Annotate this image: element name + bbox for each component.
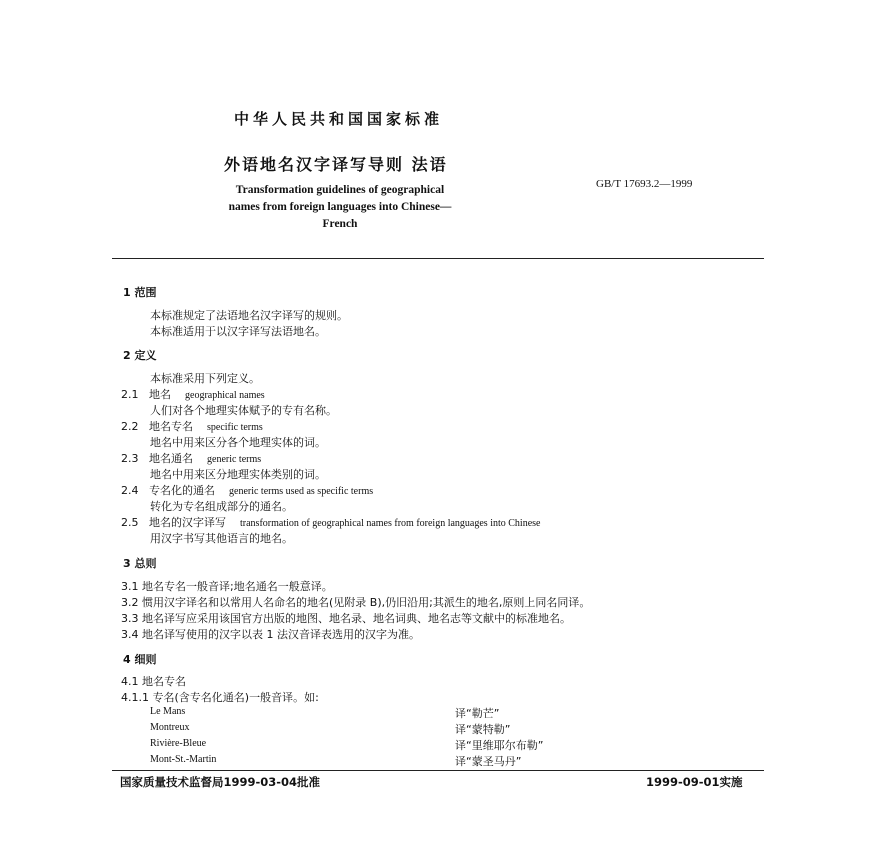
subsection-heading: 4.1.1 专名(含专名化通名)一般音译。如:	[121, 691, 319, 704]
section-heading: 4 细则	[123, 653, 157, 666]
approval-line: 国家质量技术监督局1999-03-04批准	[120, 775, 321, 789]
english-title-line: Transformation guidelines of geographical	[235, 184, 445, 196]
subsection-heading: 4.1 地名专名	[121, 675, 186, 688]
header-divider	[112, 258, 764, 259]
example-chinese: 译“蒙圣马丹”	[455, 755, 522, 768]
section-heading: 2 定义	[123, 349, 157, 362]
definition-description: 人们对各个地理实体赋予的专有名称。	[150, 404, 337, 417]
example-french: Montreux	[150, 722, 190, 733]
definition-term-zh: 地名通名	[149, 452, 193, 465]
definition-term-en: generic terms	[207, 454, 262, 465]
definition-description: 用汉字书写其他语言的地名。	[150, 532, 293, 545]
main-title: 外语地名汉字译写导则 法语	[224, 155, 448, 174]
section-heading: 1 范围	[123, 286, 157, 299]
section-heading: 3 总则	[123, 557, 157, 570]
standard-title: 中华人民共和国国家标准	[234, 110, 444, 128]
definition-term	[121, 386, 265, 402]
definition-number: 2.5	[121, 516, 139, 529]
clause: 3.2 惯用汉字译名和以常用人名命名的地名(见附录 B),仍旧沿用;其派生的地名,原则上同名同译。	[121, 596, 591, 609]
definition-number: 2.4	[121, 484, 139, 497]
definition-term-en: specific terms	[207, 422, 263, 433]
definition-number: 2.3	[121, 452, 139, 465]
paragraph: 本标准采用下列定义。	[150, 372, 260, 385]
footer-divider	[112, 770, 764, 771]
clause: 3.4 地名译写使用的汉字以表 1 法汉音译表选用的汉字为准。	[121, 628, 420, 641]
definition-number: 2.1	[121, 388, 139, 401]
standard-code: GB/T 17693.2—1999	[596, 178, 693, 190]
definition-term-zh: 地名	[149, 388, 171, 401]
example-chinese: 译“里维耶尔布勒”	[455, 739, 544, 752]
definition-term-en: transformation of geographical names from foreign languages into Chinese	[240, 518, 541, 529]
english-title-line: names from foreign languages into Chinese—	[228, 201, 452, 213]
definition-term-zh: 专名化的通名	[149, 484, 215, 497]
definition-term-en: generic terms used as specific terms	[229, 486, 374, 497]
paragraph: 本标准适用于以汉字译写法语地名。	[150, 325, 326, 338]
definition-term-en: geographical names	[185, 390, 265, 401]
definition-term-zh: 地名专名	[149, 420, 193, 433]
definition-description: 地名中用来区分各个地理实体的词。	[150, 436, 326, 449]
definition-description: 地名中用来区分地理实体类别的词。	[150, 468, 326, 481]
definition-term	[121, 482, 373, 498]
definition-term-zh: 地名的汉字译写	[149, 516, 226, 529]
example-french: Mont-St.-Martin	[150, 754, 217, 765]
definition-number: 2.2	[121, 420, 139, 433]
example-chinese: 译“勒芒”	[455, 707, 500, 720]
clause: 3.3 地名译写应采用该国官方出版的地图、地名录、地名词典、地名志等文献中的标准地名。	[121, 612, 571, 625]
example-chinese: 译“蒙特勒”	[455, 723, 511, 736]
effective-date: 1999-09-01实施	[646, 775, 743, 789]
english-title	[200, 182, 480, 233]
example-french: Rivière-Bleue	[150, 738, 207, 749]
example-french: Le Mans	[150, 706, 186, 717]
definition-term	[121, 418, 263, 434]
definition-description: 转化为专名组成部分的通名。	[150, 500, 293, 513]
definition-term	[121, 450, 261, 466]
definition-term	[121, 514, 540, 530]
paragraph: 本标准规定了法语地名汉字译写的规则。	[150, 309, 348, 322]
clause: 3.1 地名专名一般音译;地名通名一般意译。	[121, 580, 333, 593]
english-title-line: French	[322, 218, 358, 230]
